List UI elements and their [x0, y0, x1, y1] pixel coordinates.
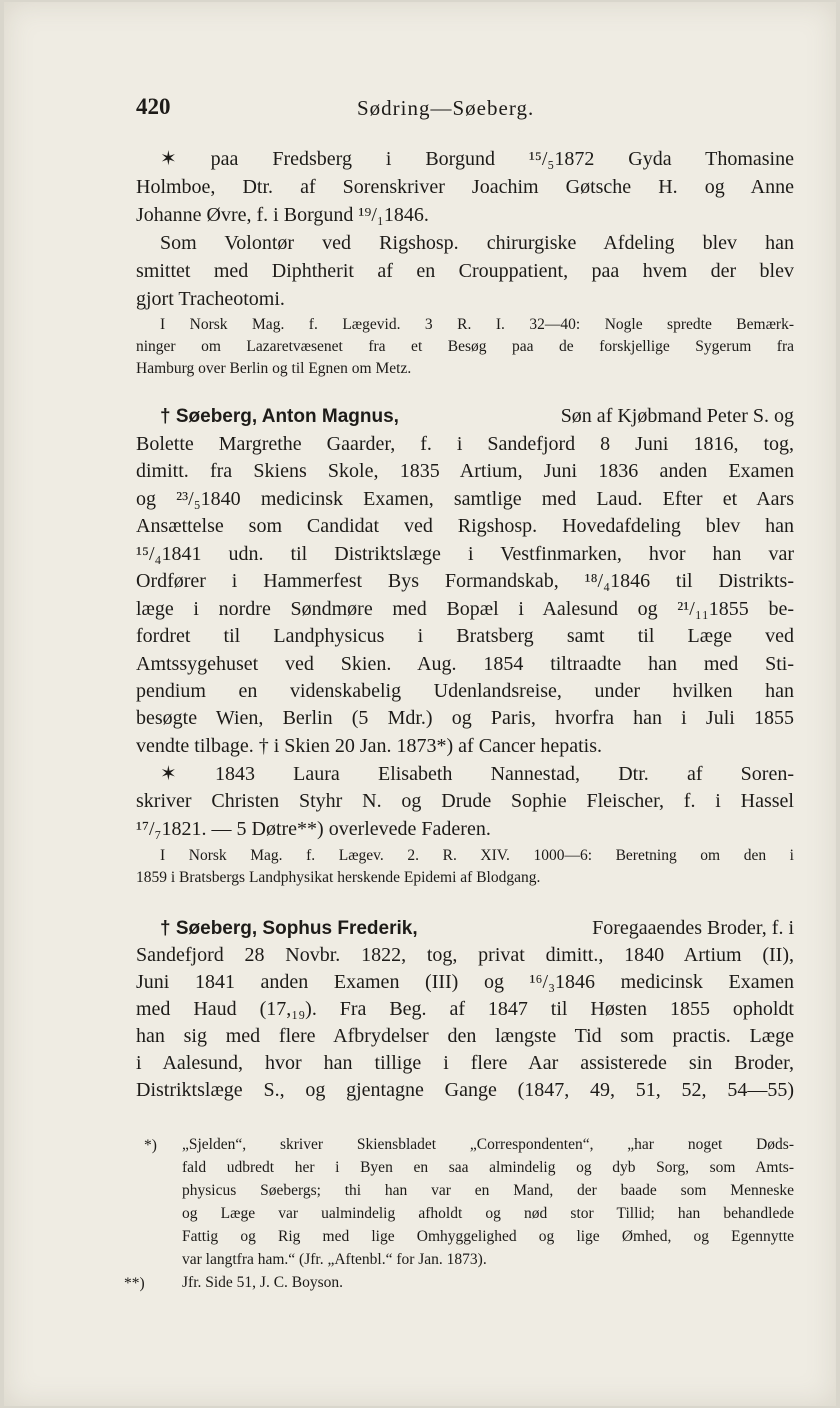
text-line: besøgte Wien, Berlin (5 Mdr.) og Paris, hvorfra han i Juli 1855 [136, 708, 794, 729]
text-line: Holmboe, Dtr. af Sorenskriver Joachim Gøtsche H. og Anne [136, 177, 794, 198]
reference-line: Hamburg over Berlin og til Egnen om Metz. [136, 361, 412, 377]
text-line: Sandefjord 28 Novbr. 1822, tog, privat dimitt., 1840 Artium (II), [136, 945, 794, 966]
footnote-line: og Læge var ualmindelig afholdt og nød stor Tillid; han behandlede [182, 1206, 794, 1222]
entry-first-line [136, 918, 794, 942]
text-line: Som Volontør ved Rigshosp. chirurgiske Afdeling blev han [160, 233, 794, 254]
text-line: med Haud (17,₁₉). Fra Beg. af 1847 til Høsten 1855 opholdt [136, 999, 794, 1020]
footnote-line: Fattig og Rig med lige Omhyggelighed og lige Ømhed, og Egennytte [182, 1229, 794, 1245]
text-line: pendium en videnskabelig Udenlandsreise, under hvilken han [136, 681, 794, 702]
text-line: Amtssygehuset ved Skien. Aug. 1854 tiltraadte han med Sti- [136, 654, 794, 675]
footnote-line: „Sjelden“, skriver Skiensbladet „Correspondenten“, „har noget Døds- [182, 1137, 794, 1153]
text-line: gjort Tracheotomi. [136, 289, 285, 310]
text-line: Foregaaendes Broder, f. i [592, 918, 794, 939]
text-line: Ordfører i Hammerfest Bys Formandskab, ¹⁸/₄1846 til Distrikts- [136, 571, 794, 592]
footnote-marker: *) [144, 1137, 157, 1154]
text-line: skriver Christen Styhr N. og Drude Sophie Fleischer, f. i Hassel [136, 791, 794, 812]
text-line: ¹⁵/₄1841 udn. til Distriktslæge i Vestfinmarken, hvor han var [136, 544, 794, 565]
text-line: Bolette Margrethe Gaarder, f. i Sandefjord 8 Juni 1816, tog, [136, 434, 794, 455]
footnote-marker: **) [124, 1275, 145, 1292]
text-line: ✶ paa Fredsberg i Borgund ¹⁵/₅1872 Gyda Thomasine [160, 149, 794, 170]
text-line: Distriktslæge S., og gjentagne Gange (1847, 49, 51, 52, 54—55) [136, 1080, 794, 1101]
footnote-line: physicus Søebergs; thi han var en Mand, der baade som Menneske [182, 1183, 794, 1199]
page-header [136, 94, 794, 124]
text-line: Søn af Kjøbmand Peter S. og [560, 406, 794, 427]
text-line: Johanne Øvre, f. i Borgund ¹⁹/₁1846. [136, 205, 429, 226]
footnote-line: Jfr. Side 51, J. C. Boyson. [182, 1275, 344, 1291]
text-line: vendte tilbage. † i Skien 20 Jan. 1873*) af Cancer hepatis. [136, 736, 602, 757]
text-line: han sig med flere Afbrydelser den længste Tid som practis. Læge [136, 1026, 794, 1047]
text-line: ✶ 1843 Laura Elisabeth Nannestad, Dtr. af Soren- [160, 764, 794, 785]
entry-first-line [136, 406, 794, 430]
book-page [4, 2, 836, 1406]
text-line: smittet med Diphtherit af en Crouppatient, paa hvem der blev [136, 261, 794, 282]
text-line: dimitt. fra Skiens Skole, 1835 Artium, Juni 1836 anden Examen [136, 461, 794, 482]
text-line: i Aalesund, hvor han tillige i flere Aar assisterede sin Broder, [136, 1053, 794, 1074]
text-line: ¹⁷/₇1821. — 5 Døtre**) overlevede Faderen. [136, 819, 491, 840]
entry-name: † Søeberg, Anton Magnus, [160, 406, 399, 427]
footnote-line: fald udbredt her i Byen en saa almindelig og dyb Sorg, som Amts- [182, 1160, 794, 1176]
text-line: Juni 1841 anden Examen (III) og ¹⁶/₃1846 medicinsk Examen [136, 972, 794, 993]
text-line: og ²³/₅1840 medicinsk Examen, samtlige med Laud. Efter et Aars [136, 489, 794, 510]
text-line: fordret til Landphysicus i Bratsberg samt til Læge ved [136, 626, 794, 647]
reference-line: I Norsk Mag. f. Lægev. 2. R. XIV. 1000—6: Beretning om den i [160, 848, 794, 864]
reference-line: 1859 i Bratsbergs Landphysikat herskende Epidemi af Blodgang. [136, 870, 541, 886]
page-number: 420 [136, 94, 171, 119]
reference-line: ninger om Lazaretvæsenet fra et Besøg paa de forskjellige Sygerum fra [136, 339, 794, 355]
footnote-line: var langtfra ham.“ (Jfr. „Aftenbl.“ for Jan. 1873). [182, 1252, 487, 1268]
reference-line: I Norsk Mag. f. Lægevid. 3 R. I. 32—40: Nogle spredte Bemærk- [160, 317, 794, 333]
text-line: læge i nordre Søndmøre med Bopæl i Aalesund og ²¹/₁₁1855 be- [136, 599, 794, 620]
running-head: Sødring—Søeberg. [357, 96, 535, 120]
text-line: Ansættelse som Candidat ved Rigshosp. Hovedafdeling blev han [136, 516, 794, 537]
entry-name: † Søeberg, Sophus Frederik, [160, 918, 418, 939]
